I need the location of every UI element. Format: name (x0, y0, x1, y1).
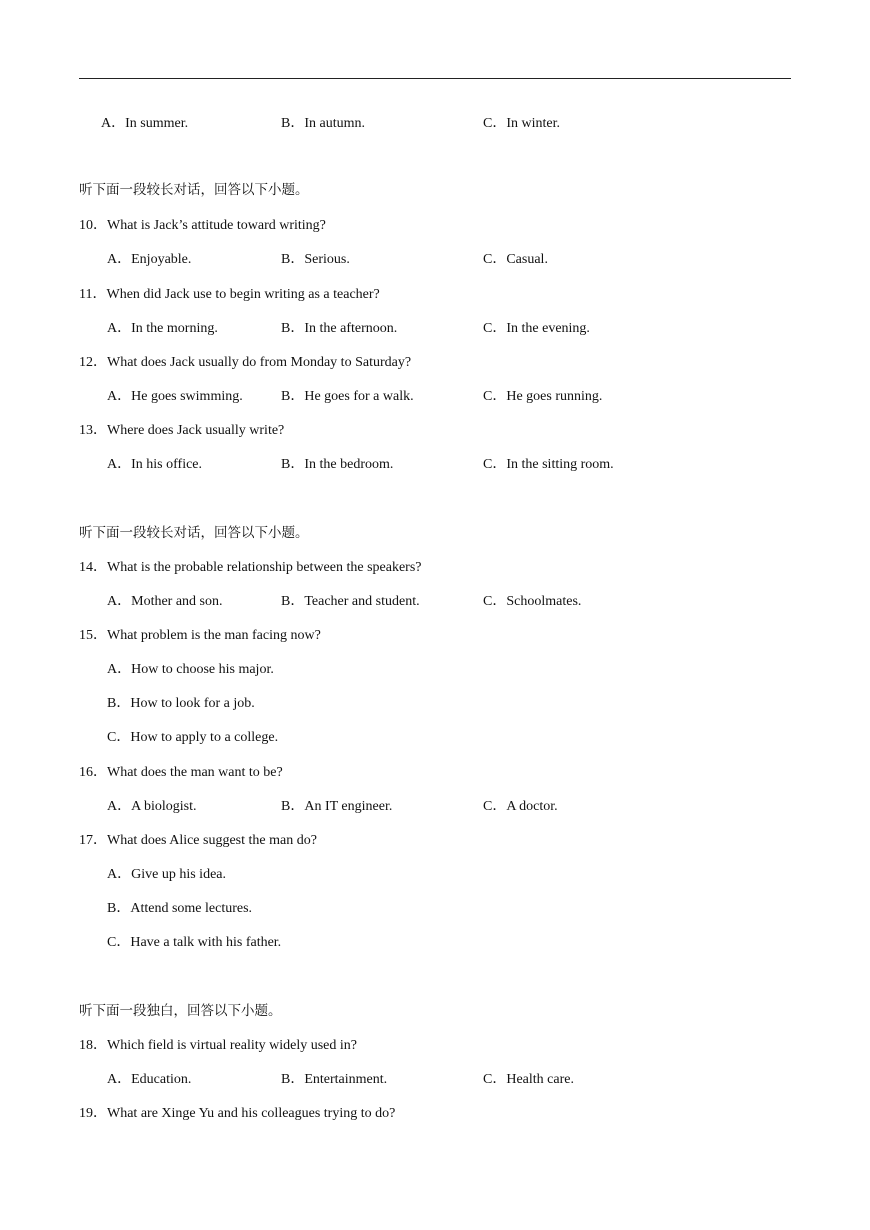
question-13: 13．Where does Jack usually write? (79, 423, 285, 438)
question-11: 11．When did Jack use to begin writing as a teacher? (79, 287, 380, 302)
prev-option-c[interactable]: C．In winter. (483, 116, 560, 131)
q13-option-c[interactable]: C．In the sitting room. (483, 457, 614, 472)
q17-option-c[interactable]: C．Have a talk with his father. (107, 935, 282, 950)
q12-option-c[interactable]: C．He goes running. (483, 389, 603, 404)
section-heading: 听下面一段较长对话，回答以下小题。 (79, 525, 309, 541)
q14-option-a[interactable]: A．Mother and son. (107, 594, 223, 609)
q16-option-c[interactable]: C．A doctor. (483, 799, 558, 814)
q10-option-b[interactable]: B．Serious. (281, 252, 350, 267)
q10-option-a[interactable]: A．Enjoyable. (107, 252, 192, 267)
q16-option-b[interactable]: B．An IT engineer. (281, 799, 393, 814)
q17-option-b[interactable]: B．Attend some lectures. (107, 901, 253, 916)
q13-option-b[interactable]: B．In the bedroom. (281, 457, 394, 472)
question-12: 12．What does Jack usually do from Monday to Saturday? (79, 355, 412, 370)
q12-option-b[interactable]: B．He goes for a walk. (281, 389, 414, 404)
question-19: 19．What are Xinge Yu and his colleagues trying to do? (79, 1106, 396, 1121)
header-rule (79, 78, 791, 79)
q15-option-c[interactable]: C．How to apply to a college. (107, 730, 279, 745)
q15-option-b[interactable]: B．How to look for a job. (107, 696, 255, 711)
question-18: 18．Which field is virtual reality widely used in? (79, 1038, 357, 1053)
q17-option-a[interactable]: A．Give up his idea. (107, 867, 226, 882)
q11-option-b[interactable]: B．In the afternoon. (281, 321, 398, 336)
q14-option-c[interactable]: C．Schoolmates. (483, 594, 582, 609)
question-17: 17．What does Alice suggest the man do? (79, 833, 317, 848)
q18-option-c[interactable]: C．Health care. (483, 1072, 574, 1087)
section-heading: 听下面一段独白，回答以下小题。 (79, 1003, 282, 1019)
q12-option-a[interactable]: A．He goes swimming. (107, 389, 243, 404)
q16-option-a[interactable]: A．A biologist. (107, 799, 197, 814)
prev-option-b[interactable]: B．In autumn. (281, 116, 365, 131)
q14-option-b[interactable]: B．Teacher and student. (281, 594, 420, 609)
q11-option-a[interactable]: A．In the morning. (107, 321, 218, 336)
q11-option-c[interactable]: C．In the evening. (483, 321, 590, 336)
q18-option-a[interactable]: A．Education. (107, 1072, 192, 1087)
prev-option-a[interactable]: A．In summer. (101, 116, 189, 131)
question-16: 16．What does the man want to be? (79, 765, 283, 780)
section-heading: 听下面一段较长对话，回答以下小题。 (79, 182, 309, 198)
q18-option-b[interactable]: B．Entertainment. (281, 1072, 388, 1087)
q13-option-a[interactable]: A．In his office. (107, 457, 203, 472)
question-10: 10．What is Jack’s attitude toward writing? (79, 218, 326, 233)
q10-option-c[interactable]: C．Casual. (483, 252, 548, 267)
question-15: 15．What problem is the man facing now? (79, 628, 321, 643)
question-14: 14．What is the probable relationship between the speakers? (79, 560, 422, 575)
q15-option-a[interactable]: A．How to choose his major. (107, 662, 274, 677)
